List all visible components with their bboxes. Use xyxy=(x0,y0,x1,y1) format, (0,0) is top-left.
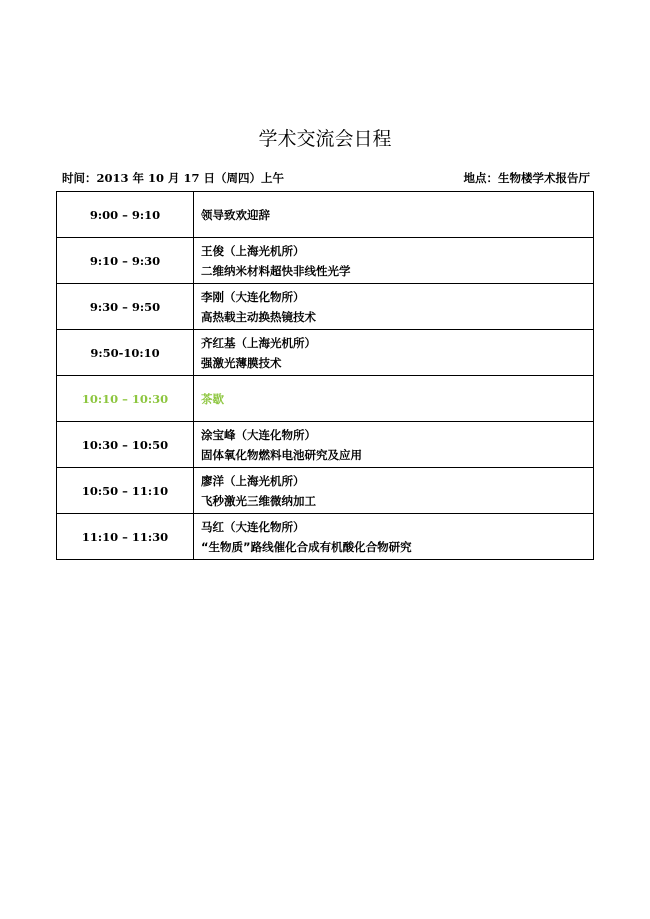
talk-title: 二维纳米材料超快非线性光学 xyxy=(201,263,351,278)
schedule-table xyxy=(56,191,594,560)
schedule-row xyxy=(57,284,594,330)
speaker-name: 王俊（上海光机所） xyxy=(201,243,305,258)
time-cell: 10:30 – 10:50 xyxy=(57,422,194,468)
schedule-row xyxy=(57,468,594,514)
event-cell xyxy=(194,514,594,560)
time-cell: 10:50 – 11:10 xyxy=(57,468,194,514)
talk-title: 飞秒激光三维微纳加工 xyxy=(201,493,316,508)
event-cell xyxy=(194,238,594,284)
schedule-row-break xyxy=(57,376,594,422)
speaker-name: 李刚（大连化物所） xyxy=(201,289,305,304)
schedule-row xyxy=(57,192,594,238)
event-cell xyxy=(194,284,594,330)
location-info: 地点：生物楼学术报告厅 xyxy=(463,171,590,185)
time-cell: 10:10 – 10:30 xyxy=(57,376,194,422)
event-title: 领导致欢迎辞 xyxy=(201,207,270,222)
talk-title: 固体氧化物燃料电池研究及应用 xyxy=(201,447,362,462)
talk-title: “生物质”路线催化合成有机酸化合物研究 xyxy=(201,539,412,554)
speaker-name: 涂宝峰（大连化物所） xyxy=(201,427,316,442)
time-cell: 9:30 – 9:50 xyxy=(57,284,194,330)
event-cell xyxy=(194,376,594,422)
speaker-name: 马红（大连化物所） xyxy=(201,519,305,534)
schedule-row xyxy=(57,514,594,560)
time-cell: 9:50-10:10 xyxy=(57,330,194,376)
schedule-row xyxy=(57,238,594,284)
break-label: 茶歇 xyxy=(201,391,224,406)
speaker-name: 廖洋（上海光机所） xyxy=(201,473,305,488)
event-cell xyxy=(194,422,594,468)
time-cell: 9:00 – 9:10 xyxy=(57,192,194,238)
speaker-name: 齐红基（上海光机所） xyxy=(201,335,316,350)
page-title: 学术交流会日程 xyxy=(258,128,392,150)
talk-title: 强激光薄膜技术 xyxy=(201,355,282,370)
event-cell xyxy=(194,330,594,376)
talk-title: 高热载主动换热镜技术 xyxy=(201,309,316,324)
event-cell xyxy=(194,468,594,514)
time-cell: 9:10 – 9:30 xyxy=(57,238,194,284)
time-info: 时间：2013 年 10 月 17 日（周四）上午 xyxy=(62,171,285,185)
event-cell xyxy=(194,192,594,238)
schedule-row xyxy=(57,330,594,376)
time-cell: 11:10 – 11:30 xyxy=(57,514,194,560)
schedule-row xyxy=(57,422,594,468)
